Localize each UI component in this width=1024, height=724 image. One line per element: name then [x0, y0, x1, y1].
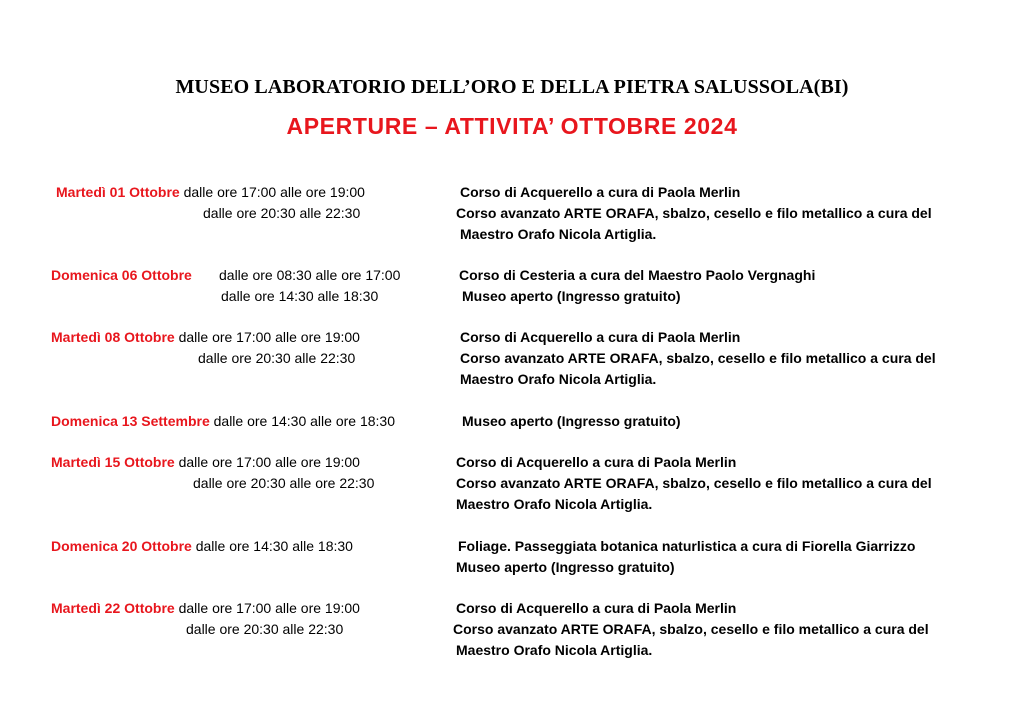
event-day: Martedì 08 Ottobre — [51, 329, 175, 345]
event-activity: Corso di Acquerello a cura di Paola Merlin — [460, 329, 741, 345]
event-row — [56, 182, 365, 203]
event-activity: Corso di Acquerello a cura di Paola Merlin — [456, 454, 737, 470]
event-time: dalle ore 20:30 alle 22:30 — [203, 205, 361, 221]
event-activity-cont: Maestro Orafo Nicola Artiglia. — [460, 371, 657, 387]
event-time: dalle ore 20:30 alle 22:30 — [186, 621, 344, 637]
event-time: dalle ore 14:30 alle ore 18:30 — [213, 413, 395, 429]
event-day: Domenica 13 Settembre — [51, 413, 210, 429]
event-day: Martedì 22 Ottobre — [51, 600, 175, 616]
event-time: dalle ore 20:30 alle 22:30 — [198, 350, 356, 366]
event-time: dalle ore 14:30 alle 18:30 — [221, 288, 379, 304]
event-row — [51, 452, 360, 473]
event-day: Domenica 20 Ottobre — [51, 538, 192, 554]
event-activity-cont: Maestro Orafo Nicola Artiglia. — [460, 226, 657, 242]
event-time: dalle ore 17:00 alle ore 19:00 — [178, 600, 360, 616]
event-time: dalle ore 17:00 alle ore 19:00 — [183, 184, 365, 200]
event-activity: Museo aperto (Ingresso gratuito) — [462, 288, 681, 304]
event-day: Martedì 15 Ottobre — [51, 454, 175, 470]
event-activity-cont: Museo aperto (Ingresso gratuito) — [456, 559, 675, 575]
event-time: dalle ore 08:30 alle ore 17:00 — [219, 267, 401, 283]
event-row — [51, 411, 395, 432]
event-day: Martedì 01 Ottobre — [56, 184, 180, 200]
event-time: dalle ore 17:00 alle ore 19:00 — [178, 454, 360, 470]
event-time: dalle ore 17:00 alle ore 19:00 — [178, 329, 360, 345]
event-activity: Corso di Cesteria a cura del Maestro Paolo Vergnaghi — [459, 267, 816, 283]
event-activity-cont: Maestro Orafo Nicola Artiglia. — [456, 496, 653, 512]
event-time: dalle ore 20:30 alle ore 22:30 — [193, 475, 375, 491]
event-row — [51, 536, 353, 557]
event-activity: Corso di Acquerello a cura di Paola Merlin — [456, 600, 737, 616]
event-activity: Corso avanzato ARTE ORAFA, sbalzo, cesello e filo metallico a cura del — [453, 621, 929, 637]
event-activity-cont: Maestro Orafo Nicola Artiglia. — [456, 642, 653, 658]
event-activity: Corso avanzato ARTE ORAFA, sbalzo, cesello e filo metallico a cura del — [460, 350, 936, 366]
event-activity: Foliage. Passeggiata botanica naturlistica a cura di Fiorella Giarrizzo — [458, 538, 916, 554]
page-title: MUSEO LABORATORIO DELL’ORO E DELLA PIETRA SALUSSOLA(BI) — [175, 76, 849, 98]
event-activity: Corso avanzato ARTE ORAFA, sbalzo, cesello e filo metallico a cura del — [456, 205, 932, 221]
event-activity: Corso di Acquerello a cura di Paola Merlin — [460, 184, 741, 200]
page-subtitle: APERTURE – ATTIVITA’ OTTOBRE 2024 — [286, 113, 738, 139]
event-row — [51, 265, 192, 286]
event-time: dalle ore 14:30 alle 18:30 — [195, 538, 353, 554]
event-row — [51, 327, 360, 348]
event-row — [51, 598, 360, 619]
event-activity: Museo aperto (Ingresso gratuito) — [462, 413, 681, 429]
event-day: Domenica 06 Ottobre — [51, 267, 192, 283]
event-activity: Corso avanzato ARTE ORAFA, sbalzo, cesello e filo metallico a cura del — [456, 475, 932, 491]
